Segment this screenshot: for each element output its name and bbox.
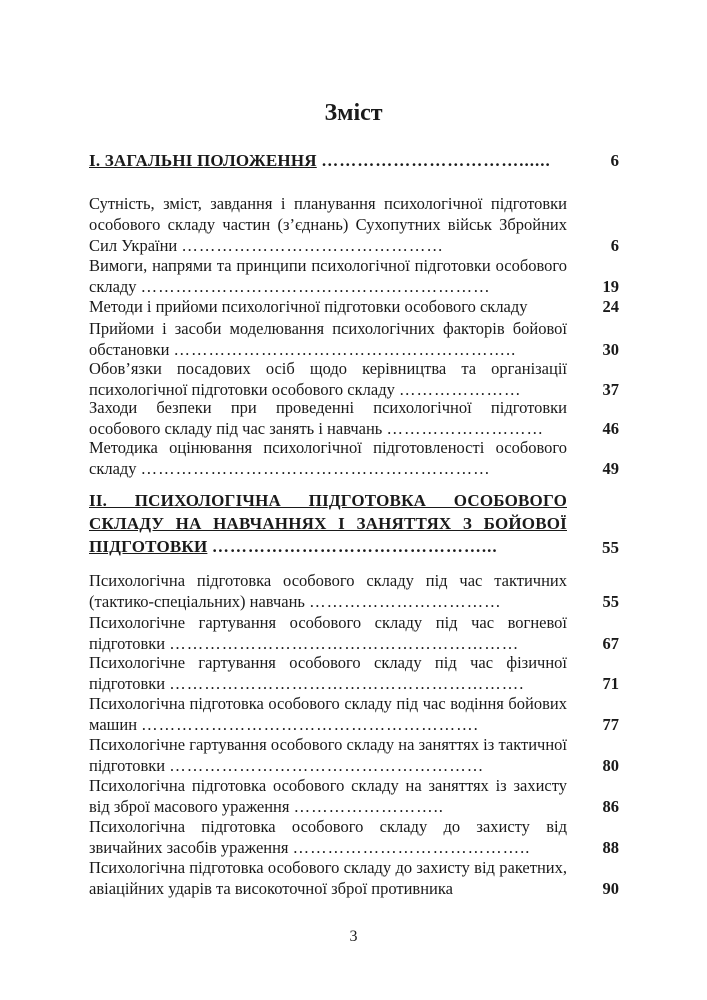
toc-section-title [89,150,567,171]
toc-entry[interactable] [89,318,619,360]
toc-entry[interactable] [89,358,619,400]
leader-dots: ………………………………………... [211,537,498,556]
toc-page-number: 86 [602,797,619,816]
toc-entry-title [89,437,567,479]
toc-entry[interactable] [89,193,619,256]
toc-entry[interactable] [89,397,619,439]
entry-text: Обов’язки посадових осіб щодо керівництва та організації психологічної підготовки особового складу [89,359,567,399]
leader-dots: ……………………… [386,419,544,438]
leader-dots: ………………………………….. [292,838,531,857]
toc-entry[interactable] [89,437,619,479]
entry-text: Сутність, зміст, завдання і планування психологічної підготовки особового складу частин (з’єднань) Сухопутних військ Збройних Сил України [89,194,567,255]
leader-dots: ……………………………………………………. [169,674,525,693]
toc-entry-title [89,358,567,400]
toc-page-number: 19 [602,277,619,296]
toc-entry[interactable] [89,734,619,776]
leader-dots: ……………………………...... [321,151,551,170]
toc-entry[interactable] [89,693,619,735]
toc-entry[interactable] [89,775,619,817]
toc-entry-title [89,857,567,899]
toc-entry[interactable] [89,652,619,694]
toc-page-number: 71 [602,674,619,693]
toc-page-number: 49 [602,459,619,478]
leader-dots: …………………….. [293,797,444,816]
toc-entry-title [89,693,567,735]
toc-page-number: 37 [602,380,619,399]
entry-text: Прийоми і засоби моделювання психологічних факторів бойової обстановки [89,319,567,359]
entry-text: Методи і прийоми психологічної підготовки особового складу [89,297,528,316]
entry-text: Психологічне гартування особового складу під час фізичної підготовки [89,653,567,693]
entry-text: Вимоги, напрями та принципи психологічної підготовки особового складу [89,256,567,296]
toc-entry[interactable] [89,296,619,317]
toc-page-number: 80 [602,756,619,775]
leader-dots: …………………………… [309,592,502,611]
entry-text: Заходи безпеки при проведенні психологічної підготовки особового складу під час занять і навчань [89,398,567,438]
section-heading-text: І. ЗАГАЛЬНІ ПОЛОЖЕННЯ [89,151,317,170]
toc-entry-title [89,397,567,439]
page-number: 3 [349,928,358,945]
toc-page-number: 55 [602,592,619,611]
leader-dots: …………………………………………………… [169,634,520,653]
toc-section-heading[interactable] [89,489,619,558]
table-of-contents [89,0,619,1000]
toc-page-number: 77 [602,715,619,734]
entry-text: Психологічне гартування особового складу на заняттях із тактичної підготовки [89,735,567,775]
page-title: Зміст [324,100,383,126]
entry-text: Психологічне гартування особового складу під час вогневої підготовки [89,613,567,653]
toc-page-number: 30 [602,340,619,359]
toc-page-number: 88 [602,838,619,857]
toc-entry-title [89,318,567,360]
section-heading-text: ІІ. ПСИХОЛОГІЧНА ПІДГОТОВКА ОСОБОВОГО СКЛАДУ НА НАВЧАННЯХ І ЗАНЯТТЯХ З БОЙОВОЇ ПІДГОТОВКИ [89,491,567,556]
toc-entry-title [89,296,567,317]
toc-entry-title [89,255,567,297]
leader-dots: ……………………………………………… [169,756,485,775]
toc-page-number: 6 [610,236,619,255]
leader-dots: …………………………………………………… [140,277,491,296]
toc-entry[interactable] [89,570,619,612]
entry-text: Психологічна підготовка особового складу під час водіння бойових машин [89,694,567,734]
leader-dots: …………………………………………………. [141,715,479,734]
toc-entry-title [89,570,567,612]
entry-text: Психологічна підготовка особового складу під час тактичних (тактико-спеціальних) навчань [89,571,567,611]
toc-entry-title [89,734,567,776]
leader-dots: ……………………………………… [181,236,444,255]
toc-entry[interactable] [89,816,619,858]
toc-page-number: 46 [602,419,619,438]
toc-section-heading[interactable] [89,150,619,171]
toc-page-number: 55 [602,538,619,557]
entry-text: Методика оцінювання психологічної підготовленості особового складу [89,438,567,478]
toc-entry-title [89,193,567,256]
toc-section-title [89,489,567,558]
entry-text: Психологічна підготовка особового складу до захисту від ракетних, авіаційних ударів та високоточної зброї противника [89,858,567,898]
toc-entry[interactable] [89,255,619,297]
leader-dots: ………………… [398,380,522,399]
toc-page-number: 6 [610,151,619,170]
leader-dots: ………………………………………………….. [173,340,517,359]
entry-text: Психологічна підготовка особового складу на заняттях із захисту від зброї масового ураження [89,776,567,816]
toc-entry[interactable] [89,857,619,899]
toc-entry-title [89,612,567,654]
entry-text: Психологічна підготовка особового складу до захисту від звичайних засобів ураження [89,817,567,857]
toc-page-number: 24 [602,297,619,316]
leader-dots: …………………………………………………… [140,459,491,478]
toc-entry-title [89,775,567,817]
toc-page-number: 90 [602,879,619,898]
toc-entry-title [89,652,567,694]
toc-page-number: 67 [602,634,619,653]
toc-entry[interactable] [89,612,619,654]
toc-entry-title [89,816,567,858]
